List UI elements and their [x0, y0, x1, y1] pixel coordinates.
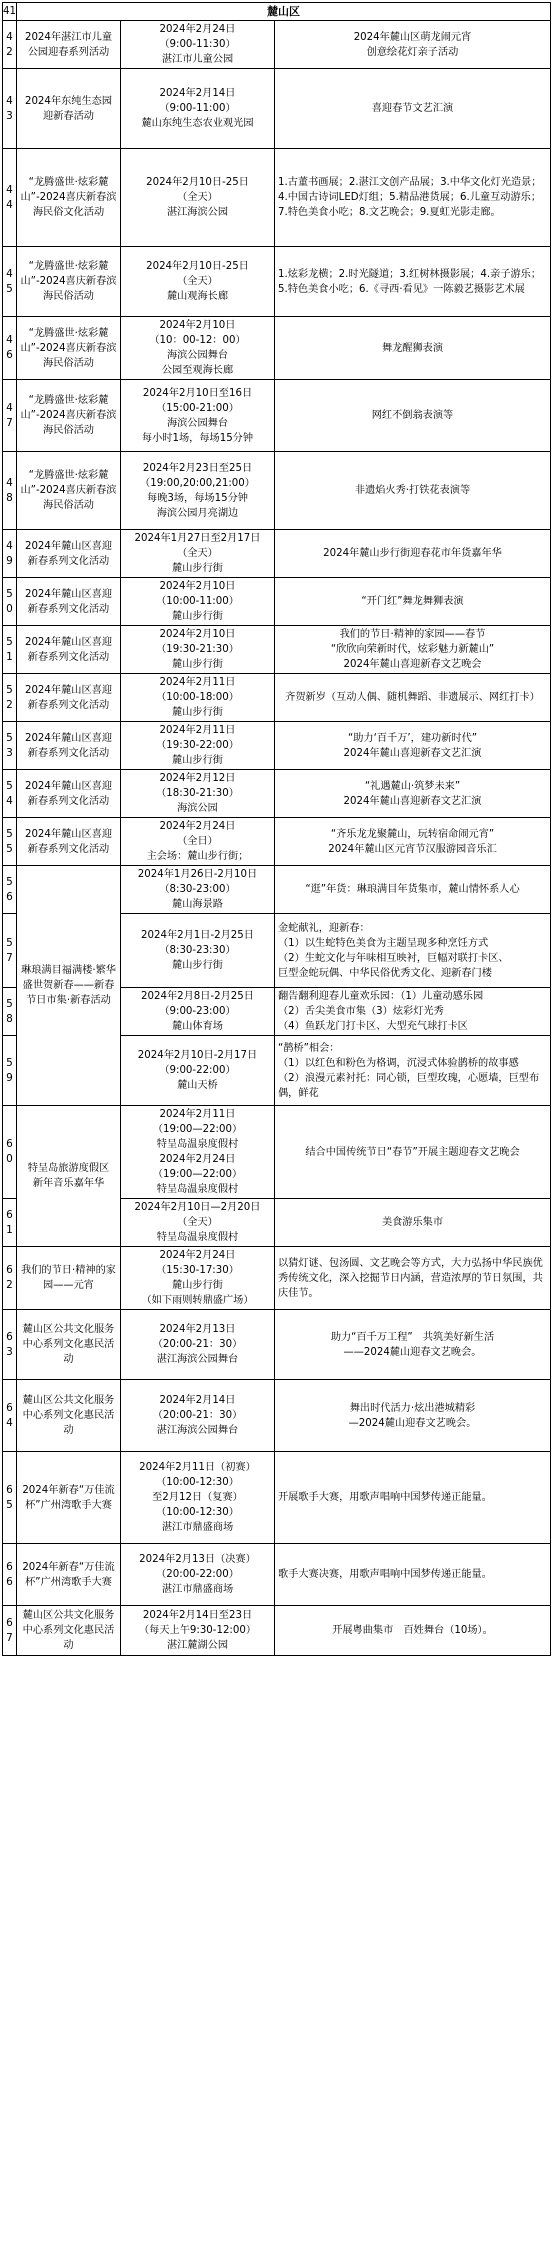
activity-content: 舞龙醒狮表演 — [275, 317, 551, 380]
activity-content: 舞出时代活力·炫出港城精彩 —2024麓山迎春文艺晚会。 — [275, 1380, 551, 1452]
time-location: 2024年2月11日 （19:00—22:00） 特呈岛温泉度假村 2024年2月24日 （19:00—22:00） 特呈岛温泉度假村 — [121, 1106, 275, 1199]
table-row — [3, 770, 551, 818]
row-number: 65 — [3, 1452, 17, 1544]
table-row — [3, 578, 551, 626]
time-location: 2024年2月10日 （19:30-21:30） 麓山步行街 — [121, 626, 275, 674]
activity-content: 金蛇献礼，迎新春： （1）以生蛇特色美食为主题呈现多种烹饪方式 （2）生蛇文化与年味相互映衬，巨幅对联打卡区、 巨型金蛇玩偶、中华民俗优秀文化、迎新春门楼 — [275, 914, 551, 988]
table-row — [3, 818, 551, 866]
activity-content: 2024年麓山区萌龙闹元宵 创意绘花灯亲子活动 — [275, 21, 551, 69]
activity-content: 网红不倒翁表演等 — [275, 380, 551, 452]
activity-content: 翻告翻利迎春儿童欢乐园：（1）儿童动感乐园 （2）舌尖美食市集（3）炫彩灯光秀 （4）鱼跃龙门打卡区、大型充气球打卡区 — [275, 988, 551, 1036]
activity-name: 我们的节日·精神的家园——元宵 — [17, 1247, 121, 1310]
activity-content: 结合中国传统节日“春节”开展主题迎春文艺晚会 — [275, 1106, 551, 1199]
row-number: 49 — [3, 530, 17, 578]
time-location: 2024年2月14日 （20:00-21：30） 湛江海滨公园舞台 — [121, 1380, 275, 1452]
activity-content: 助力“百千万工程” 共筑美好新生活 ——2024麓山迎春文艺晚会。 — [275, 1310, 551, 1380]
table-row — [3, 530, 551, 578]
row-number: 47 — [3, 380, 17, 452]
activity-content: 以猜灯谜、包汤圆、文艺晚会等方式，大力弘扬中华民族优秀传统文化，深入挖掘节日内涵，营造浓厚的节日氛围，共庆佳节。 — [275, 1247, 551, 1310]
time-location: 2024年2月23日至25日 （19:00,20:00,21:00） 每晚3场，每场15分钟 海滨公园月亮湖边 — [121, 452, 275, 530]
time-location: 2024年2月10日 （10：00-12：00） 海滨公园舞台 公园至观海长廊 — [121, 317, 275, 380]
activity-content: “开门红”舞龙舞狮表演 — [275, 578, 551, 626]
table-row — [3, 380, 551, 452]
table-row — [3, 149, 551, 247]
section-number: 41 — [3, 3, 17, 21]
activity-content: “礼遇麓山·筑梦未来” 2024年麓山喜迎新春文艺汇演 — [275, 770, 551, 818]
time-location: 2024年2月1日-2月25日 （8:30-23:30） 麓山步行街 — [121, 914, 275, 988]
row-number: 62 — [3, 1247, 17, 1310]
time-location: 2024年2月13日（决赛） （20:00-22:00） 湛江市鼎盛商场 — [121, 1544, 275, 1606]
activity-name: “龙腾盛世·炫彩麓山”-2024喜庆新春滨海民俗文化活动 — [17, 149, 121, 247]
activity-name: 麓山区公共文化服务中心系列文化惠民活动 — [17, 1310, 121, 1380]
table-row — [3, 1380, 551, 1452]
row-number: 58 — [3, 988, 17, 1036]
activity-name: “龙腾盛世·炫彩麓山”-2024喜庆新春滨海民俗活动 — [17, 380, 121, 452]
activity-name: “龙腾盛世·炫彩麓山”-2024喜庆新春滨海民俗活动 — [17, 317, 121, 380]
row-number: 54 — [3, 770, 17, 818]
activity-name: 2024年新春“万佳流杯”广州湾歌手大赛 — [17, 1544, 121, 1606]
activity-content: “鹊桥”相会： （1）以红色和粉色为格调，沉浸式体验鹊桥的故事感 （2）浪漫元素衬托：同心锁，巨型玫瑰，心愿墙，巨型布偶，鲜花 — [275, 1036, 551, 1106]
activity-table-body — [3, 3, 551, 1656]
activity-content: 1.炫彩龙横；2.时光隧道；3.红树林摄影展；4.亲子游乐；5.特色美食小吃；6.《寻西·看见》一陈毅艺摄影艺术展 — [275, 247, 551, 317]
table-row — [3, 247, 551, 317]
activity-name: 特呈岛旅游度假区 新年音乐嘉年华 — [17, 1106, 121, 1247]
activity-content: 我们的节日·精神的家园——春节 “欣欣向荣新时代，炫彩魅力新麓山” 2024年麓山喜迎新春文艺晚会 — [275, 626, 551, 674]
row-number: 56 — [3, 866, 17, 914]
section-header-row — [3, 3, 551, 21]
time-location: 2024年2月10日-2月17日 （9:00-22:00） 麓山天桥 — [121, 1036, 275, 1106]
activity-table — [2, 2, 551, 1656]
activity-content: 非遗焰火秀·打铁花表演等 — [275, 452, 551, 530]
activity-table-page — [2, 2, 551, 1656]
section-title: 麓山区 — [17, 3, 551, 21]
time-location: 2024年2月13日 （20:00-21：30） 湛江海滨公园舞台 — [121, 1310, 275, 1380]
row-number: 63 — [3, 1310, 17, 1380]
activity-content: 1.古董书画展；2.湛江文创产品展；3.中华文化灯光造景；4.中国古诗词LED灯组；5.精品港货展；6.儿童互动游乐；7.特色美食小吃；8.文艺晚会；9.夏虹光影走廊。 — [275, 149, 551, 247]
activity-content: “逛”年货：琳琅满目年货集市，麓山情怀系人心 — [275, 866, 551, 914]
time-location: 2024年2月24日 （9:00-11:30） 湛江市儿童公园 — [121, 21, 275, 69]
activity-content: 喜迎春节文艺汇演 — [275, 69, 551, 149]
activity-name: 2024年湛江市儿童公园迎春系列活动 — [17, 21, 121, 69]
activity-content: “助力‘百千万’，建功新时代” 2024年麓山喜迎新春文艺汇演 — [275, 722, 551, 770]
activity-name: 2024年麓山区喜迎新春系列文化活动 — [17, 578, 121, 626]
row-number: 53 — [3, 722, 17, 770]
row-number: 42 — [3, 21, 17, 69]
time-location: 2024年2月10日至16日 （15:00-21:00） 海滨公园舞台 每小时1场，每场15分钟 — [121, 380, 275, 452]
activity-name: 2024年麓山区喜迎新春系列文化活动 — [17, 530, 121, 578]
row-number: 51 — [3, 626, 17, 674]
activity-name: 2024年麓山区喜迎新春系列文化活动 — [17, 626, 121, 674]
activity-name: “龙腾盛世·炫彩麓山”-2024喜庆新春滨海民俗活动 — [17, 452, 121, 530]
row-number: 45 — [3, 247, 17, 317]
table-row — [3, 1106, 551, 1199]
activity-content: “齐乐龙龙聚麓山，玩转宿命闹元宵” 2024年麓山区元宵节汉服游园音乐汇 — [275, 818, 551, 866]
time-location: 2024年2月11日（初赛） （10:00-12:30） 至2月12日（复赛） （10:00-12:30） 湛江市鼎盛商场 — [121, 1452, 275, 1544]
row-number: 61 — [3, 1199, 17, 1247]
activity-name: 2024年麓山区喜迎新春系列文化活动 — [17, 674, 121, 722]
activity-content: 开展歌手大赛，用歌声唱响中国梦传递正能量。 — [275, 1452, 551, 1544]
table-row — [3, 1452, 551, 1544]
table-row — [3, 1544, 551, 1606]
row-number: 46 — [3, 317, 17, 380]
activity-name: 2024年东纯生态园 迎新春活动 — [17, 69, 121, 149]
time-location: 2024年2月11日 （10:00-18:00） 麓山步行街 — [121, 674, 275, 722]
time-location: 2024年2月10日-25日 （全天） 麓山观海长廊 — [121, 247, 275, 317]
time-location: 2024年2月10日 （10:00-11:00） 麓山步行街 — [121, 578, 275, 626]
time-location: 2024年2月8日-2月25日 （9:00-23:00） 麓山体育场 — [121, 988, 275, 1036]
row-number: 52 — [3, 674, 17, 722]
activity-content: 开展粤曲集市 百姓舞台（10场）。 — [275, 1606, 551, 1656]
activity-name: 麓山区公共文化服务中心系列文化惠民活动 — [17, 1606, 121, 1656]
activity-content: 美食游乐集市 — [275, 1199, 551, 1247]
time-location: 2024年2月24日 （15:30-17:30） 麓山步行街 （如下雨则转鼎盛广场） — [121, 1247, 275, 1310]
row-number: 44 — [3, 149, 17, 247]
time-location: 2024年2月10日-25日 （全天） 湛江海滨公园 — [121, 149, 275, 247]
table-row — [3, 452, 551, 530]
time-location: 2024年1月27日至2月17日 （全天） 麓山步行街 — [121, 530, 275, 578]
time-location: 2024年1月26日-2月10日 （8:30-23:00） 麓山海景路 — [121, 866, 275, 914]
row-number: 50 — [3, 578, 17, 626]
activity-name: “龙腾盛世·炫彩麓山”-2024喜庆新春滨海民俗活动 — [17, 247, 121, 317]
activity-name: 2024年麓山区喜迎新春系列文化活动 — [17, 818, 121, 866]
activity-name: 2024年新春“万佳流杯”广州湾歌手大赛 — [17, 1452, 121, 1544]
table-row — [3, 626, 551, 674]
activity-name: 琳琅满目福满楼·繁华盛世贺新春——新春节日市集·新春活动 — [17, 866, 121, 1106]
activity-name: 麓山区公共文化服务中心系列文化惠民活动 — [17, 1380, 121, 1452]
time-location: 2024年2月14日至23日 （每天上午9:30-12:00） 湛江麓湖公园 — [121, 1606, 275, 1656]
activity-name: 2024年麓山区喜迎新春系列文化活动 — [17, 770, 121, 818]
table-row — [3, 866, 551, 914]
table-row — [3, 69, 551, 149]
time-location: 2024年2月24日 （全日） 主会场：麓山步行街； — [121, 818, 275, 866]
row-number: 60 — [3, 1106, 17, 1199]
time-location: 2024年2月10日—2月20日 （全天） 特呈岛温泉度假村 — [121, 1199, 275, 1247]
row-number: 66 — [3, 1544, 17, 1606]
row-number: 43 — [3, 69, 17, 149]
table-row — [3, 21, 551, 69]
table-row — [3, 722, 551, 770]
row-number: 59 — [3, 1036, 17, 1106]
row-number: 64 — [3, 1380, 17, 1452]
table-row — [3, 674, 551, 722]
table-row — [3, 1606, 551, 1656]
activity-name: 2024年麓山区喜迎新春系列文化活动 — [17, 722, 121, 770]
time-location: 2024年2月14日 （9:00-11:00） 麓山东纯生态农业观光园 — [121, 69, 275, 149]
table-row — [3, 1247, 551, 1310]
activity-content: 齐贺新岁（互动人偶、随机舞蹈、非遗展示、网红打卡） — [275, 674, 551, 722]
row-number: 48 — [3, 452, 17, 530]
activity-content: 歌手大赛决赛，用歌声唱响中国梦传递正能量。 — [275, 1544, 551, 1606]
table-row — [3, 317, 551, 380]
time-location: 2024年2月12日 （18:30-21:30） 海滨公园 — [121, 770, 275, 818]
activity-content: 2024年麓山步行街迎春花市年货嘉年华 — [275, 530, 551, 578]
row-number: 67 — [3, 1606, 17, 1656]
row-number: 57 — [3, 914, 17, 988]
row-number: 55 — [3, 818, 17, 866]
table-row — [3, 1310, 551, 1380]
time-location: 2024年2月11日 （19:30-22:00） 麓山步行街 — [121, 722, 275, 770]
